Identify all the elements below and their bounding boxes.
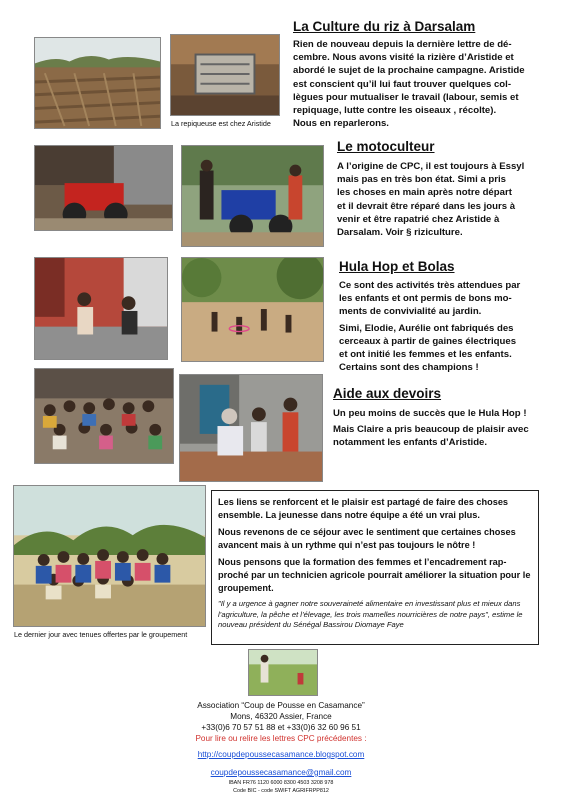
moto-line: et il devrait être réparé dans les jours à	[337, 200, 516, 212]
section-text-hula-hop	[339, 279, 559, 377]
section-title-motoculteur: Le motoculteur	[337, 139, 435, 154]
devoirs-line: Mais Claire a pris beaucoup de plaisir avec	[333, 424, 529, 436]
section-title-riz: La Culture du riz à Darsalam	[293, 19, 476, 34]
riz-line: cembre. Nous avons visité la rizière d’Aristide et	[293, 52, 514, 64]
footer-read-more: Pour lire ou relire les lettres CPC précédentes :	[195, 734, 367, 743]
moto-line: venir et être rapatrié chez Aristide à	[337, 213, 500, 225]
footer-blog-link[interactable]: http://coupdepoussecasamance.blogspot.com	[197, 750, 365, 759]
photo-rice-field	[34, 37, 161, 129]
photo-homework-help	[179, 374, 323, 482]
footer-address: Mons, 46320 Assier, France	[230, 712, 332, 721]
moto-line: les choses en main après notre départ	[337, 187, 512, 199]
photo-rice-transplanter	[170, 34, 280, 116]
devoirs-para-2	[333, 423, 558, 449]
hula-line: les enfants et ont permis de bons mo-	[339, 293, 512, 305]
section-title-devoirs: Aide aux devoirs	[333, 386, 442, 401]
footer-iban: IBAN FR76 1120 6000 8300 4503 3208 978	[228, 780, 334, 786]
riz-line: lègues pour mutualiser le travail (labour, semis et	[293, 91, 519, 103]
photo-tiller-shed	[34, 145, 173, 231]
footer	[0, 700, 562, 795]
hula-line: et ont initié les femmes et les enfants.	[339, 349, 512, 361]
conclusion-para-1: Les liens se renforcent et le plaisir est partagé de faire des choses ensemble. La jeunesse dans notre équipe a été un vrai plus.	[218, 497, 509, 520]
hula-para-1	[339, 279, 559, 319]
photo-hula-hoop-house	[34, 257, 168, 360]
hula-line: Ce sont des activités très attendues par	[339, 280, 521, 291]
devoirs-line: Un peu moins de succès que le Hula Hop !	[333, 408, 527, 419]
conclusion-para-3: Nous pensons que la formation des femmes et l’encadrement rap-proché par un technicien agricole pourrait améliorer la situation pour le groupement.	[218, 557, 531, 593]
riz-line: repiquage, lutte contre les oiseaux , récolte).	[293, 105, 497, 117]
riz-line: Rien de nouveau depuis la dernière lettre de dé-	[293, 39, 512, 50]
rice-photo-caption: La repiqueuse est chez Aristide	[171, 119, 271, 128]
section-text-riz	[293, 38, 553, 130]
conclusion-box	[211, 490, 539, 645]
section-text-devoirs	[333, 407, 558, 453]
devoirs-para-1	[333, 407, 558, 420]
photo-children-group	[34, 368, 174, 464]
footer-bic: Code BIC - code SWIFT AGRIFRPP812	[233, 787, 329, 794]
hula-line: Simi, Elodie, Aurélie ont fabriqués des	[339, 322, 514, 334]
hula-line: ments de convivialité au jardin.	[339, 306, 482, 318]
footer-email-link[interactable]: coupdepoussecasamance@gmail.com	[210, 768, 352, 777]
riz-line: abordé le sujet de la prochaine campagne. Aristide	[293, 65, 525, 77]
president-quote: "Il y a urgence à gagner notre souveraineté alimentaire en investissant plus et mieux dans l’agriculture, la pêche et l’élevage, les trois mamelles nourricières de notre pays", estime le nouveau président du Sénégal Bassirou Diomaye Faye	[218, 599, 523, 629]
footer-phones: +33(0)6 70 57 51 88 et +33(0)6 32 60 96 51	[201, 723, 361, 732]
moto-line: A l’origine de CPC, il est toujours à Essyl	[337, 161, 525, 172]
footer-association: Association “Coup de Pousse en Casamance”	[197, 701, 365, 710]
photo-group-last-day	[13, 485, 206, 627]
devoirs-line: notamment les enfants d’Aristide.	[333, 437, 488, 449]
section-title-hula-hop: Hula Hop et Bolas	[339, 259, 455, 274]
hula-line: Certains sont des champions !	[339, 362, 479, 374]
moto-line: Darsalam. Voir § riziculture.	[337, 227, 463, 239]
group-photo-caption: Le dernier jour avec tenues offertes par le groupement	[14, 630, 188, 639]
hula-line: cerceaux à partir de gaines électriques	[339, 335, 517, 347]
riz-line: est conscient qu’il lui faut trouver quelques col-	[293, 78, 512, 90]
photo-tiller-repair	[181, 145, 324, 247]
conclusion-para-2: Nous revenons de ce séjour avec le sentiment que certaines choses avancent mais à un rythme qui n’est pas toujours le nôtre !	[218, 527, 516, 550]
moto-line: mais pas en très bon état. Simi a pris	[337, 174, 507, 186]
riz-line: Nous en reparlerons.	[293, 118, 389, 130]
photo-rice-harvest	[248, 649, 318, 696]
section-text-motoculteur	[337, 160, 557, 239]
photo-hula-hoop-garden	[181, 257, 324, 362]
hula-para-2	[339, 322, 559, 375]
